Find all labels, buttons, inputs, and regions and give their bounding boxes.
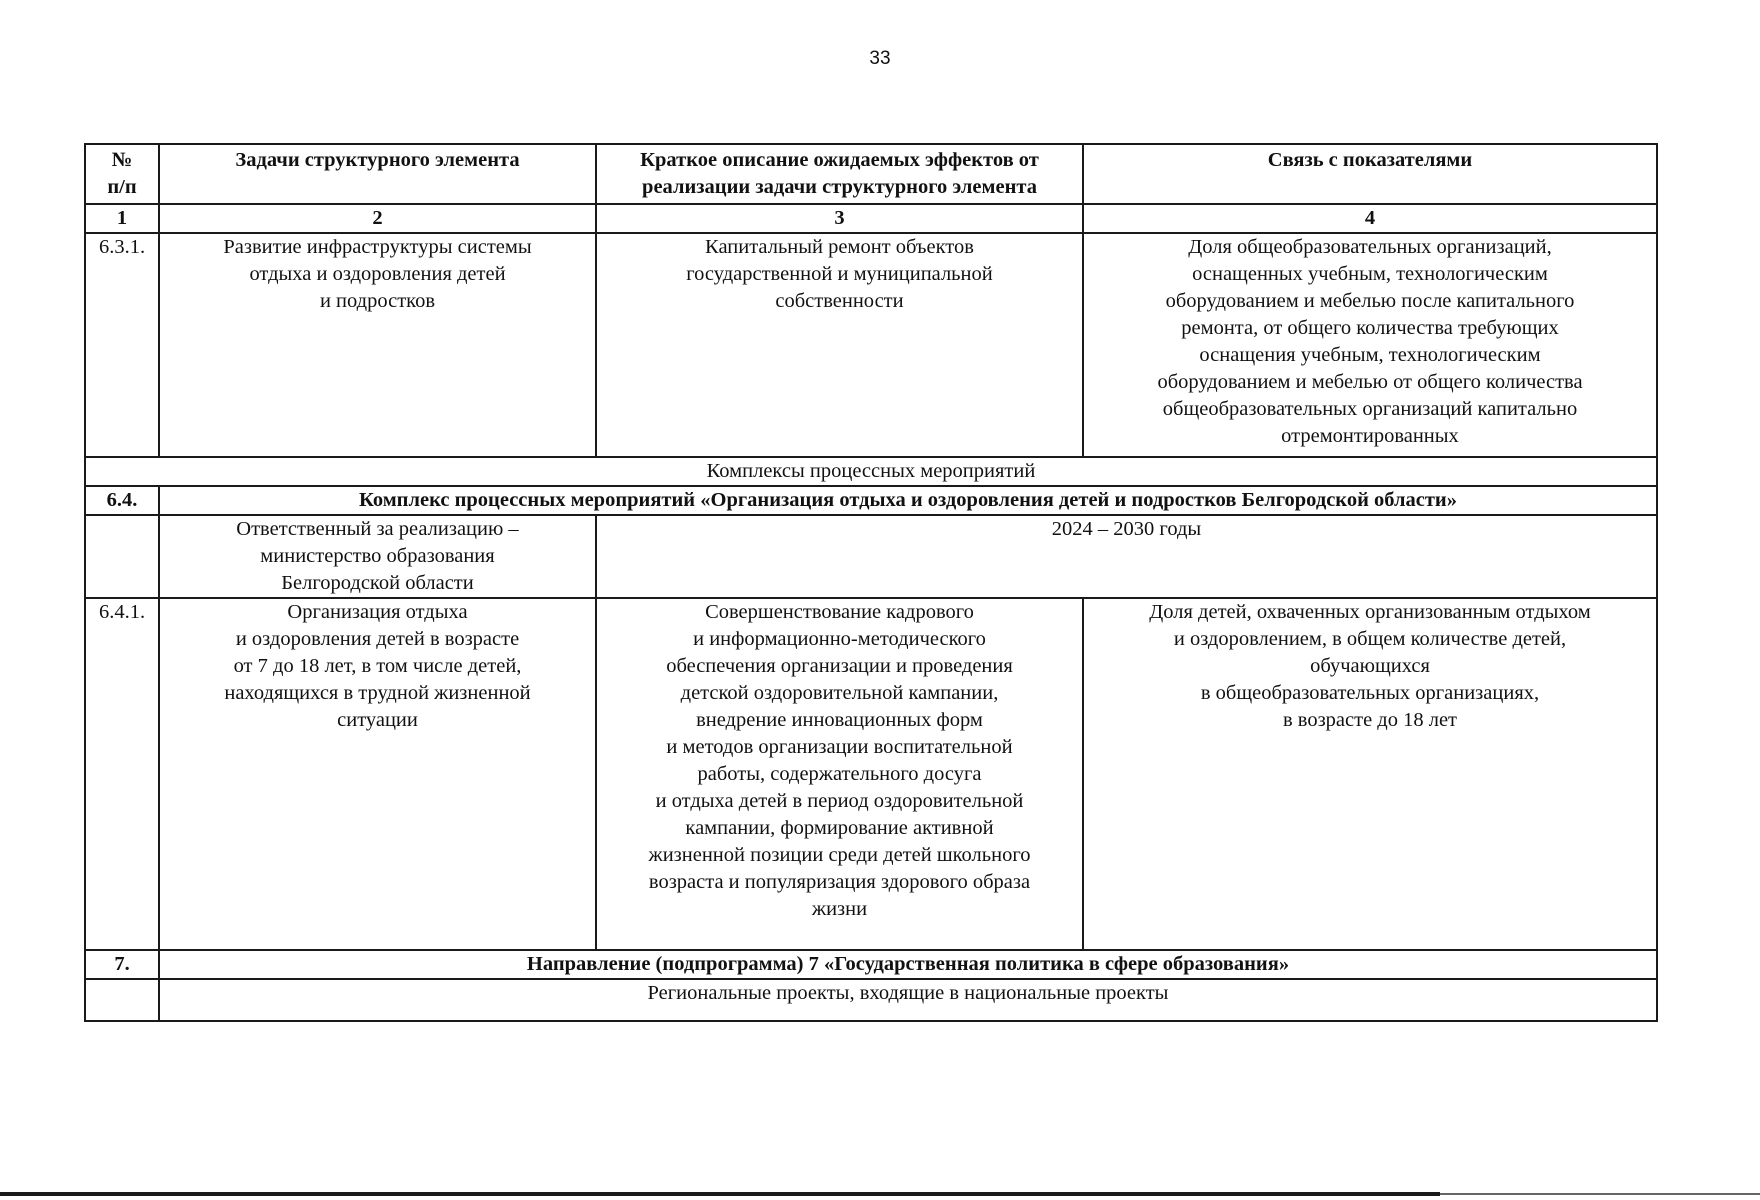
- row-regional-title: Региональные проекты, входящие в национальные проекты: [159, 979, 1657, 1021]
- row-responsible-period: 2024 – 2030 годы: [596, 515, 1657, 598]
- row-6-3-1-task: Развитие инфраструктуры системы отдыха и оздоровления детей и подростков: [159, 233, 596, 457]
- column-number-4: 4: [1083, 204, 1657, 233]
- row-6-4-title: Комплекс процессных мероприятий «Организация отдыха и оздоровления детей и подростков Белгородской области»: [159, 486, 1657, 515]
- table-row-responsible: [85, 515, 1657, 598]
- row-regional-num-empty: [85, 979, 159, 1021]
- row-6-4-1-effect: Совершенствование кадрового и информационно-методического обеспечения организации и проведения детской оздоровительной кампании, внедрение инновационных форм и методов организации воспитательной работы, содержательного досуга и отдыха детей в период оздоровительной кампании, формирование активной жизненной позиции среди детей школьного возраста и популяризация здорового образа жизни: [596, 598, 1083, 950]
- row-6-3-1-indicator: Доля общеобразовательных организаций, оснащенных учебным, технологическим оборудованием и мебелью после капитального ремонта, от общего количества требующих оснащения учебным, технологическим оборудованием и мебелью от общего количества общеобразовательных организаций капитально отремонтированных: [1083, 233, 1657, 457]
- row-7-title: Направление (подпрограмма) 7 «Государственная политика в сфере образования»: [159, 950, 1657, 979]
- row-6-3-1-effect: Капитальный ремонт объектов государственной и муниципальной собственности: [596, 233, 1083, 457]
- table-header-row: [85, 144, 1657, 204]
- table-row-6-4: [85, 486, 1657, 515]
- column-number-1: 1: [85, 204, 159, 233]
- row-responsible-num-empty: [85, 515, 159, 598]
- header-num: № п/п: [85, 144, 159, 204]
- table-row-complexes-section: [85, 457, 1657, 486]
- table-row-6-4-1: [85, 598, 1657, 950]
- column-number-row: [85, 204, 1657, 233]
- section-complexes-title: Комплексы процессных мероприятий: [85, 457, 1657, 486]
- scan-bottom-edge-line: [0, 1192, 1440, 1196]
- scan-bottom-edge-line-thin: [1440, 1193, 1760, 1195]
- program-structure-table: [84, 143, 1658, 1022]
- column-number-2: 2: [159, 204, 596, 233]
- table-row-7: [85, 950, 1657, 979]
- row-responsible-text: Ответственный за реализацию – министерство образования Белгородской области: [159, 515, 596, 598]
- row-6-4-num: 6.4.: [85, 486, 159, 515]
- row-6-4-1-task: Организация отдыха и оздоровления детей в возрасте от 7 до 18 лет, в том числе детей, находящихся в трудной жизненной ситуации: [159, 598, 596, 950]
- row-6-3-1-num: 6.3.1.: [85, 233, 159, 457]
- row-7-num: 7.: [85, 950, 159, 979]
- row-6-4-1-num: 6.4.1.: [85, 598, 159, 950]
- header-tasks: Задачи структурного элемента: [159, 144, 596, 204]
- header-effects: Краткое описание ожидаемых эффектов от реализации задачи структурного элемента: [596, 144, 1083, 204]
- page-number: 33: [869, 48, 891, 69]
- header-indicators: Связь с показателями: [1083, 144, 1657, 204]
- table-row-regional-projects: [85, 979, 1657, 1021]
- row-6-4-1-indicator: Доля детей, охваченных организованным отдыхом и оздоровлением, в общем количестве детей, обучающихся в общеобразовательных организациях, в возрасте до 18 лет: [1083, 598, 1657, 950]
- table-row-6-3-1: [85, 233, 1657, 457]
- column-number-3: 3: [596, 204, 1083, 233]
